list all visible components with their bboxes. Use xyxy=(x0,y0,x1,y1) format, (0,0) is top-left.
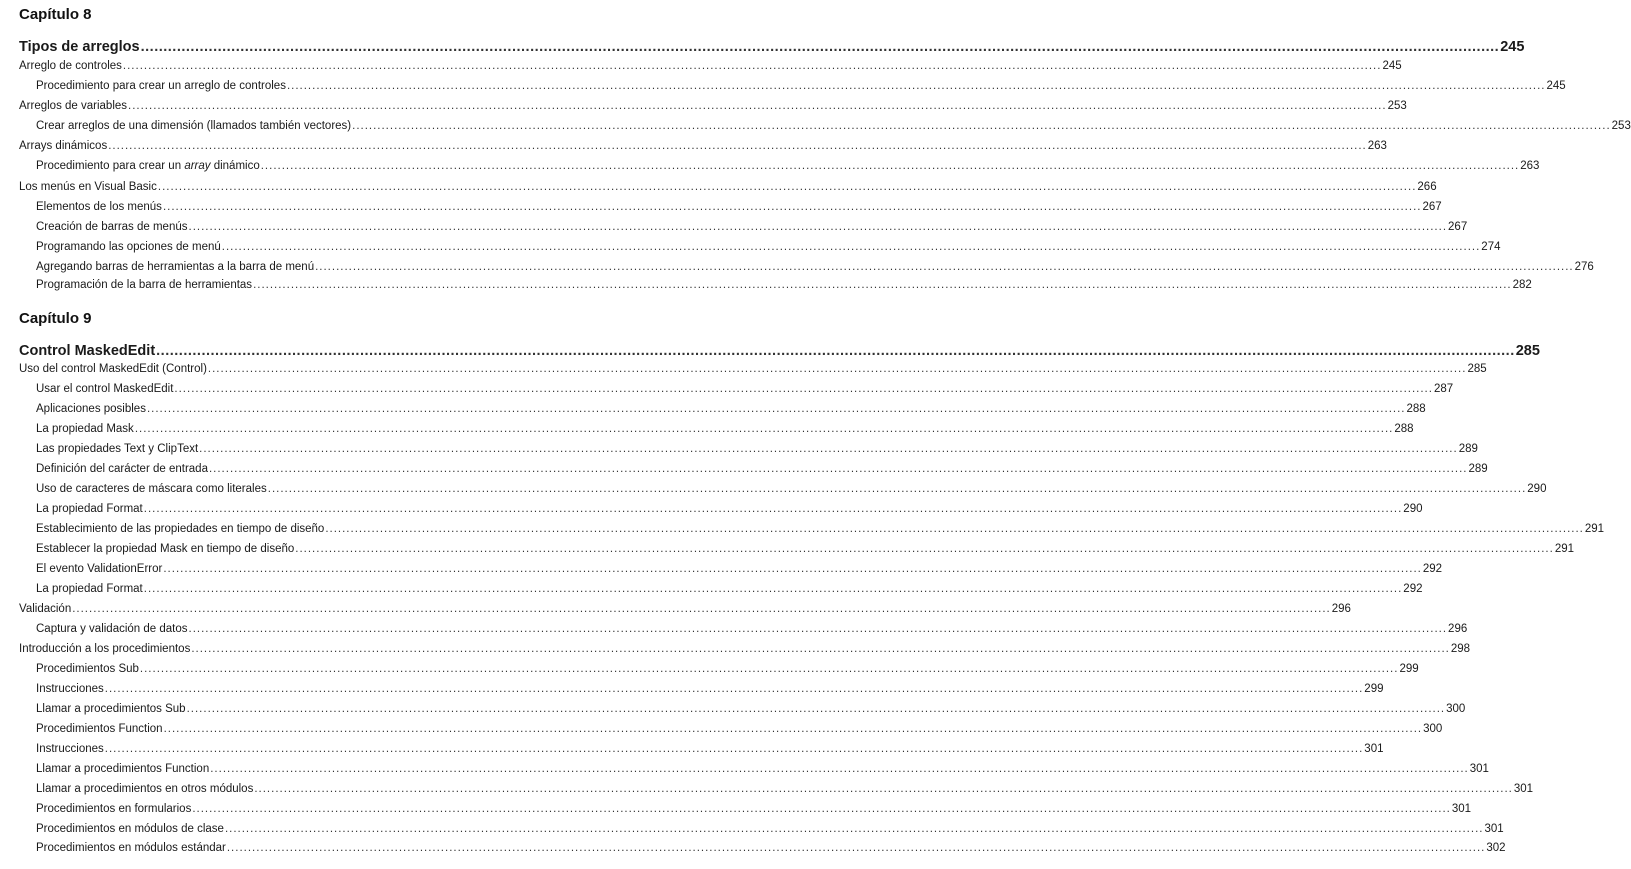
dot-leader: ............................................................................................................................................................................................................................................................................................................ xyxy=(156,343,1515,359)
toc-entry: Arrays dinámicos ............................................................................................................................................................................................................................................................................................................ 263 xyxy=(19,140,1387,152)
toc-entry: Llamar a procedimientos en otros módulos ............................................................................................................................................................................................................................................................................................................ 301 xyxy=(36,783,1534,795)
toc-entry: Establecimiento de las propiedades en tiempo de diseño ............................................................................................................................................................................................................................................................................................................ 291 xyxy=(36,523,1605,535)
toc-entry: Elementos de los menús ............................................................................................................................................................................................................................................................................................................ 267 xyxy=(36,201,1442,213)
chapter-9-label: Capítulo 9 xyxy=(19,310,92,327)
toc-entry: Llamar a procedimientos Function ............................................................................................................................................................................................................................................................................................................ 301 xyxy=(36,763,1489,775)
chapter-8-label: Capítulo 8 xyxy=(19,6,92,23)
toc-entry: La propiedad Mask ............................................................................................................................................................................................................................................................................................................ 288 xyxy=(36,423,1414,435)
toc-entry: Procedimientos en módulos de clase ............................................................................................................................................................................................................................................................................................................ 301 xyxy=(36,823,1504,835)
toc-entry: Arreglos de variables ............................................................................................................................................................................................................................................................................................................ 253 xyxy=(19,100,1407,112)
toc-entry: Programación de la barra de herramientas ............................................................................................................................................................................................................................................................................................................ 282 xyxy=(36,279,1532,291)
toc-entry: Instrucciones ............................................................................................................................................................................................................................................................................................................ 301 xyxy=(36,743,1384,755)
toc-entry: Procedimientos Sub ............................................................................................................................................................................................................................................................................................................ 299 xyxy=(36,663,1419,675)
toc-entry: Las propiedades Text y ClipText ............................................................................................................................................................................................................................................................................................................ 289 xyxy=(36,443,1478,455)
toc-entry: Uso del control MaskedEdit (Control) ............................................................................................................................................................................................................................................................................................................ 285 xyxy=(19,363,1487,375)
toc-entry: Introducción a los procedimientos ............................................................................................................................................................................................................................................................................................................ 298 xyxy=(19,643,1471,655)
toc-entry: Definición del carácter de entrada ............................................................................................................................................................................................................................................................................................................ 289 xyxy=(36,463,1488,475)
toc-entry: Creación de barras de menús ............................................................................................................................................................................................................................................................................................................ 267 xyxy=(36,221,1468,233)
dot-leader: ............................................................................................................................................................................................................................................................................................................ xyxy=(140,39,1500,55)
toc-entry: Validación ............................................................................................................................................................................................................................................................................................................ 296 xyxy=(19,603,1351,615)
toc-entry: Crear arreglos de una dimensión (llamados también vectores) ............................................................................................................................................................................................................................................................................................................ 253 xyxy=(36,120,1631,132)
toc-entry: Instrucciones ............................................................................................................................................................................................................................................................................................................ 299 xyxy=(36,683,1384,695)
toc-entry: Uso de caracteres de máscara como literales ............................................................................................................................................................................................................................................................................................................ 290 xyxy=(36,483,1547,495)
toc-entry: Los menús en Visual Basic ............................................................................................................................................................................................................................................................................................................ 266 xyxy=(19,181,1437,193)
toc-section-heading xyxy=(19,342,1540,360)
toc-entry: Aplicaciones posibles ............................................................................................................................................................................................................................................................................................................ 288 xyxy=(36,403,1426,415)
toc-section-heading xyxy=(19,38,1525,56)
toc-entry: Usar el control MaskedEdit ............................................................................................................................................................................................................................................................................................................ 287 xyxy=(36,383,1454,395)
toc-entry: Captura y validación de datos ............................................................................................................................................................................................................................................................................................................ 296 xyxy=(36,623,1468,635)
toc-entry: Llamar a procedimientos Sub ............................................................................................................................................................................................................................................................................................................ 300 xyxy=(36,703,1466,715)
toc-entry: Procedimiento para crear un arreglo de controles ............................................................................................................................................................................................................................................................................................................ 245 xyxy=(36,80,1566,92)
toc-entry: El evento ValidationError ............................................................................................................................................................................................................................................................................................................ 292 xyxy=(36,563,1443,575)
section-page: 245 xyxy=(1500,39,1525,55)
toc-entry: La propiedad Format ............................................................................................................................................................................................................................................................................................................ 290 xyxy=(36,503,1423,515)
toc-entry: La propiedad Format ............................................................................................................................................................................................................................................................................................................ 292 xyxy=(36,583,1423,595)
section-title: Tipos de arreglos xyxy=(19,39,140,55)
toc-entry: Procedimiento para crear un array dinámico ............................................................................................................................................................................................................................................................................................................ 263 xyxy=(36,160,1540,172)
italic-term: array xyxy=(184,160,211,172)
toc-entry: Procedimientos Function ............................................................................................................................................................................................................................................................................................................ 300 xyxy=(36,723,1443,735)
section-title: Control MaskedEdit xyxy=(19,343,156,359)
toc-entry: Agregando barras de herramientas a la barra de menú ............................................................................................................................................................................................................................................................................................................ 276 xyxy=(36,261,1594,273)
section-page: 285 xyxy=(1515,343,1540,359)
toc-entry: Procedimientos en módulos estándar ............................................................................................................................................................................................................................................................................................................ 302 xyxy=(36,842,1506,854)
toc-entry: Programando las opciones de menú ............................................................................................................................................................................................................................................................................................................ 274 xyxy=(36,241,1501,253)
toc-entry: Arreglo de controles ............................................................................................................................................................................................................................................................................................................ 245 xyxy=(19,60,1402,72)
toc-entry: Establecer la propiedad Mask en tiempo de diseño ............................................................................................................................................................................................................................................................................................................ 291 xyxy=(36,543,1574,555)
toc-entry: Procedimientos en formularios ............................................................................................................................................................................................................................................................................................................ 301 xyxy=(36,803,1472,815)
